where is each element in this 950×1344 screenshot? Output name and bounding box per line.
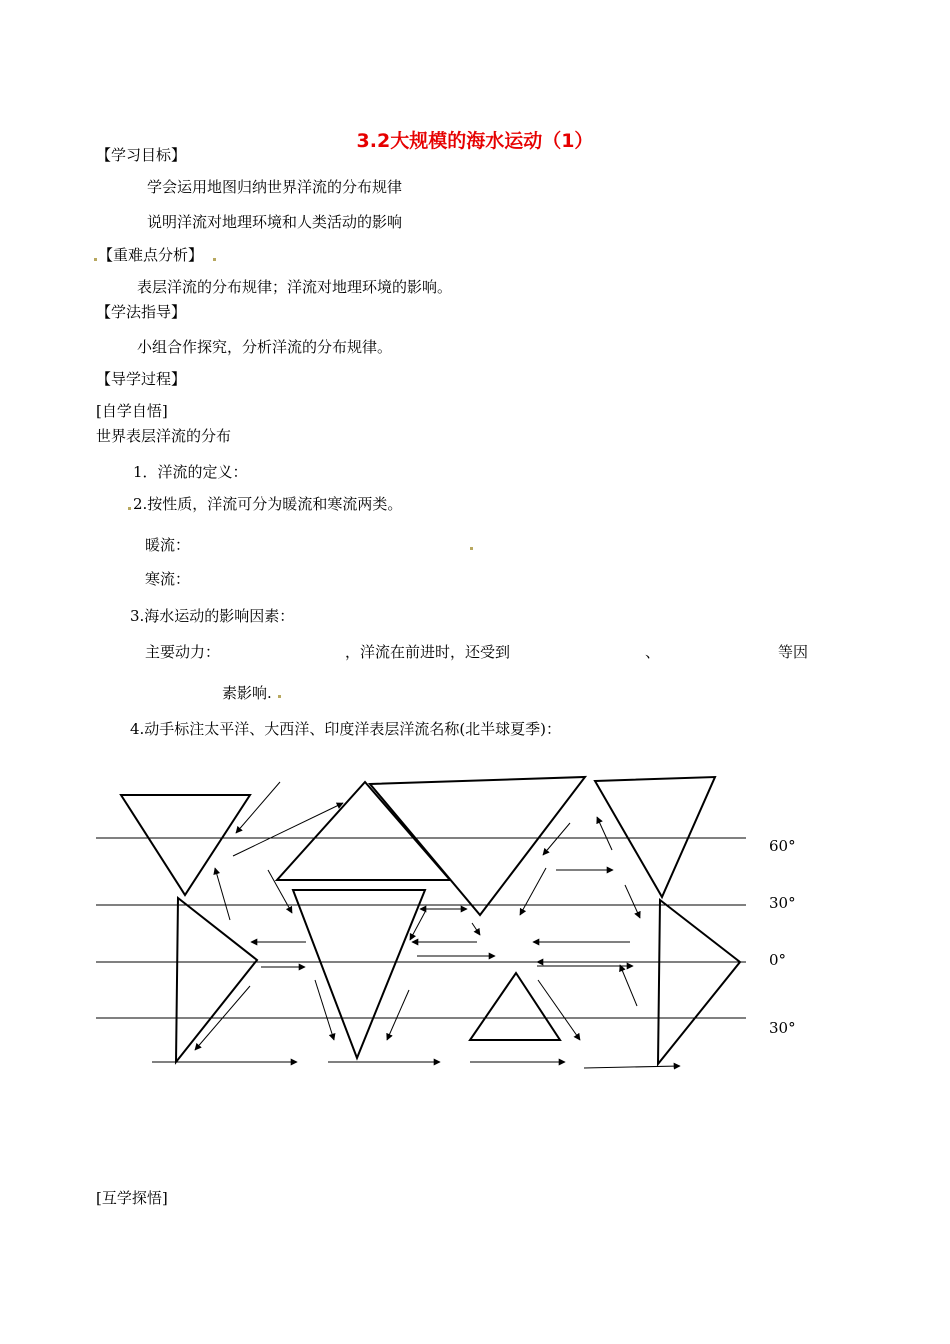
question-1: 1．洋流的定义： [133, 463, 248, 481]
objective-2: 说明洋流对地理环境和人类活动的影响 [147, 213, 403, 231]
continent-shapes [121, 777, 740, 1064]
method-text: 小组合作探究，分析洋流的分布规律。 [137, 338, 393, 356]
key-points-text: 表层洋流的分布规律；洋流对地理环境的影响。 [137, 278, 453, 296]
question-2: 2.按性质，洋流可分为暖流和寒流两类。 [133, 495, 403, 513]
continent-north-america-east [595, 777, 715, 897]
q3-middle-text: ，洋流在前进时，还受到 [345, 643, 511, 661]
objectives-heading: 【学习目标】 [96, 146, 187, 164]
latitude-label-60: 60° [769, 837, 796, 855]
question-3: 3.海水运动的影响因素： [130, 607, 295, 625]
continent-africa [293, 890, 425, 1058]
q3-comma: 、 [645, 643, 661, 661]
cold-current-label: 寒流： [145, 570, 191, 588]
continent-australia [470, 973, 560, 1040]
question-4: 4.动手标注太平洋、大西洋、印度洋表层洋流名称(北半球夏季)： [130, 720, 562, 738]
q3-etc: 等因 [778, 643, 809, 661]
latitude-label-30n: 30° [769, 894, 796, 912]
mutual-study-label: [互学探悟] [96, 1189, 168, 1207]
q3-main-force: 主要动力： [145, 643, 221, 661]
key-points-heading: 【重难点分析】 [98, 246, 204, 264]
objective-1: 学会运用地图归纳世界洋流的分布规律 [147, 178, 403, 196]
continent-asia [370, 777, 585, 915]
topic-label: 世界表层洋流的分布 [96, 427, 232, 445]
process-heading: 【导学过程】 [96, 370, 187, 388]
continent-north-america [121, 795, 250, 895]
latitude-label-0: 0° [769, 951, 787, 969]
page-title: 3.2大规模的海水运动（1） [356, 130, 594, 152]
continent-south-america-east [658, 900, 740, 1064]
continent-south-america [176, 898, 257, 1062]
latitude-lines [96, 838, 746, 1018]
q3-end: 素影响. [222, 684, 272, 702]
continent-europe [277, 782, 450, 880]
warm-current-label: 暖流： [145, 536, 191, 554]
self-study-label: [自学自悟] [96, 402, 168, 420]
method-heading: 【学法指导】 [96, 303, 187, 321]
latitude-label-30s: 30° [769, 1019, 796, 1037]
